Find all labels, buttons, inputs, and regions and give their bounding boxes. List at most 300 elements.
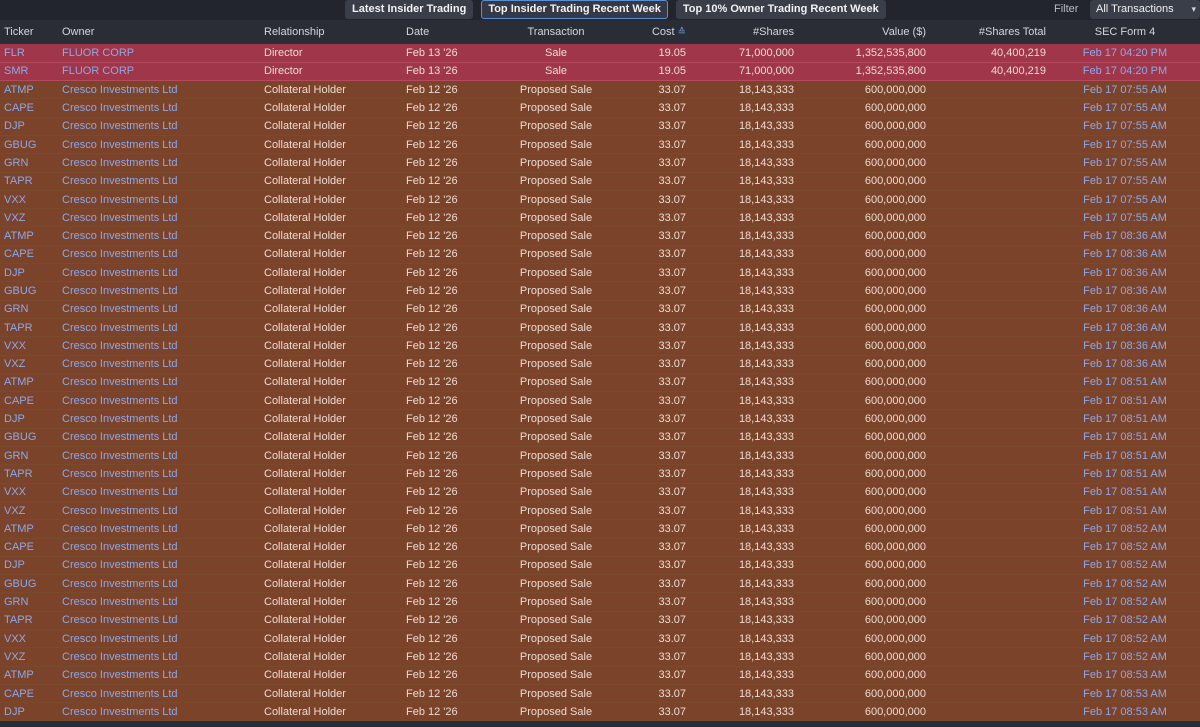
cell-ticker[interactable]: ATMP: [4, 83, 34, 96]
cell-cost: 33.07: [658, 632, 686, 645]
cell-shares-total: [930, 428, 1050, 446]
cell-transaction: Proposed Sale: [519, 522, 593, 535]
table-row[interactable]: [0, 648, 1200, 666]
table-row[interactable]: [0, 337, 1200, 355]
table-row[interactable]: [0, 209, 1200, 227]
cell-owner[interactable]: Cresco Investments Ltd: [62, 486, 178, 499]
cell-owner[interactable]: Cresco Investments Ltd: [62, 266, 178, 279]
table-row[interactable]: [0, 575, 1200, 593]
cell-shares: 18,143,333: [738, 102, 794, 115]
cell-relationship: Collateral Holder: [264, 248, 346, 261]
table-row[interactable]: [0, 684, 1200, 702]
cell-ticker[interactable]: VXZ: [4, 211, 26, 224]
cell-date: Feb 12 '26: [406, 449, 458, 462]
cell-ticker[interactable]: GBUG: [4, 138, 37, 151]
cell-sec-form-4[interactable]: Feb 17 08:51 AM: [1083, 413, 1167, 426]
cell-owner[interactable]: Cresco Investments Ltd: [62, 467, 178, 480]
table-row[interactable]: [0, 410, 1200, 428]
cell-relationship: Collateral Holder: [264, 102, 346, 115]
cell-owner[interactable]: Cresco Investments Ltd: [62, 358, 178, 371]
table-row[interactable]: [0, 501, 1200, 519]
cell-transaction: Proposed Sale: [519, 413, 593, 426]
cell-date: Feb 12 '26: [406, 303, 458, 316]
table-row[interactable]: [0, 355, 1200, 373]
column-header-sec-form-4[interactable]: SEC Form 4: [1094, 26, 1156, 38]
table-row[interactable]: [0, 117, 1200, 135]
cell-ticker[interactable]: CAPE: [4, 541, 34, 554]
insider-trading-table: [0, 20, 1200, 721]
cell-sec-form-4[interactable]: Feb 17 07:55 AM: [1083, 193, 1167, 206]
cell-shares: 18,143,333: [738, 303, 794, 316]
cell-sec-form-4[interactable]: Feb 17 04:20 PM: [1082, 46, 1168, 59]
cell-owner[interactable]: Cresco Investments Ltd: [62, 321, 178, 334]
cell-owner[interactable]: Cresco Investments Ltd: [62, 431, 178, 444]
cell-sec-form-4[interactable]: Feb 17 08:51 AM: [1083, 467, 1167, 480]
cell-relationship: Collateral Holder: [264, 632, 346, 645]
cell-shares: 18,143,333: [738, 705, 794, 718]
cell-ticker[interactable]: DJP: [4, 266, 25, 279]
cell-owner[interactable]: Cresco Investments Ltd: [62, 596, 178, 609]
column-header-cost-label: Cost: [651, 26, 675, 38]
table-row[interactable]: [0, 666, 1200, 684]
cell-shares-total: [930, 392, 1050, 410]
table-row[interactable]: [0, 611, 1200, 629]
cell-sec-form-4[interactable]: Feb 17 08:52 AM: [1083, 614, 1167, 627]
cell-shares: 18,143,333: [738, 596, 794, 609]
column-header-transaction[interactable]: Transaction: [527, 26, 585, 38]
cell-cost: 19.05: [658, 65, 686, 78]
cell-sec-form-4[interactable]: Feb 17 08:52 AM: [1083, 522, 1167, 535]
column-header-value[interactable]: Value ($): [882, 26, 926, 38]
cell-ticker[interactable]: VXZ: [4, 358, 26, 371]
cell-cost: 33.07: [658, 120, 686, 133]
cell-ticker[interactable]: GBUG: [4, 285, 37, 297]
cell-value: 600,000,000: [864, 449, 926, 462]
cell-owner[interactable]: Cresco Investments Ltd: [62, 632, 178, 645]
tab-top-insider-trading-recent-week[interactable]: Top Insider Trading Recent Week: [481, 0, 668, 19]
cell-value: 600,000,000: [864, 522, 926, 535]
cell-cost: 33.07: [658, 83, 686, 96]
cell-shares: 18,143,333: [738, 211, 794, 224]
cell-ticker[interactable]: VXX: [4, 632, 27, 645]
cell-date: Feb 12 '26: [406, 559, 458, 572]
cell-shares: 18,143,333: [738, 376, 794, 389]
table-row[interactable]: [0, 264, 1200, 282]
cell-sec-form-4[interactable]: Feb 17 08:52 AM: [1083, 596, 1167, 609]
cell-sec-form-4[interactable]: Feb 17 08:36 AM: [1083, 230, 1167, 243]
cell-sec-form-4[interactable]: Feb 17 07:55 AM: [1083, 138, 1167, 151]
cell-cost: 33.07: [658, 650, 686, 663]
table-row[interactable]: [0, 99, 1200, 117]
cell-date: Feb 12 '26: [406, 394, 458, 407]
cell-shares-total: [930, 520, 1050, 538]
cell-ticker[interactable]: DJP: [4, 705, 25, 718]
cell-transaction: Proposed Sale: [519, 83, 593, 96]
table-row[interactable]: [0, 318, 1200, 336]
cell-ticker[interactable]: GRN: [4, 303, 29, 316]
cell-shares: 18,143,333: [738, 230, 794, 243]
cell-owner[interactable]: FLUOR CORP: [62, 46, 135, 59]
cell-cost: 33.07: [658, 705, 686, 718]
tab-latest-insider-trading[interactable]: Latest Insider Trading: [345, 0, 473, 19]
cell-cost: 33.07: [658, 138, 686, 151]
cell-owner[interactable]: Cresco Investments Ltd: [62, 193, 178, 206]
cell-ticker[interactable]: ATMP: [4, 376, 34, 389]
cell-owner[interactable]: Cresco Investments Ltd: [62, 449, 178, 462]
cell-ticker[interactable]: SMR: [4, 65, 29, 78]
cell-ticker[interactable]: DJP: [4, 559, 25, 572]
cell-sec-form-4[interactable]: Feb 17 07:55 AM: [1083, 156, 1167, 169]
table-row[interactable]: [0, 300, 1200, 318]
column-header-shares[interactable]: #Shares: [753, 26, 794, 38]
table-row[interactable]: [0, 190, 1200, 208]
table-row[interactable]: [0, 282, 1200, 300]
cell-transaction: Proposed Sale: [519, 175, 593, 188]
cell-relationship: Collateral Holder: [264, 559, 346, 572]
cell-sec-form-4[interactable]: Feb 17 08:51 AM: [1083, 376, 1167, 389]
cell-owner[interactable]: FLUOR CORP: [62, 65, 135, 78]
cell-value: 600,000,000: [864, 504, 926, 517]
table-row[interactable]: [0, 520, 1200, 538]
cell-ticker[interactable]: TAPR: [4, 321, 33, 334]
cell-cost: 33.07: [658, 431, 686, 444]
cell-shares-total: [930, 300, 1050, 318]
cell-relationship: Collateral Holder: [264, 120, 346, 133]
cell-date: Feb 13 '26: [406, 46, 458, 59]
cell-sec-form-4[interactable]: Feb 17 08:51 AM: [1083, 449, 1167, 462]
cell-owner[interactable]: Cresco Investments Ltd: [62, 705, 178, 718]
cell-shares: 18,143,333: [738, 138, 794, 151]
cell-shares-total: [930, 135, 1050, 153]
cell-transaction: Sale: [544, 46, 568, 59]
cell-ticker[interactable]: ATMP: [4, 230, 34, 243]
cell-sec-form-4[interactable]: Feb 17 04:20 PM: [1082, 65, 1168, 78]
cell-ticker[interactable]: ATMP: [4, 669, 34, 682]
cell-sec-form-4[interactable]: Feb 17 08:36 AM: [1083, 303, 1167, 316]
cell-transaction: Proposed Sale: [519, 339, 593, 352]
cell-owner[interactable]: Cresco Investments Ltd: [62, 376, 178, 389]
cell-sec-form-4[interactable]: Feb 17 07:55 AM: [1083, 83, 1167, 96]
cell-transaction: Proposed Sale: [519, 211, 593, 224]
cell-owner[interactable]: Cresco Investments Ltd: [62, 175, 178, 188]
cell-relationship: Collateral Holder: [264, 504, 346, 517]
cell-owner[interactable]: Cresco Investments Ltd: [62, 413, 178, 426]
cell-sec-form-4[interactable]: Feb 17 08:53 AM: [1083, 687, 1167, 700]
cell-owner[interactable]: Cresco Investments Ltd: [62, 248, 178, 261]
cell-sec-form-4[interactable]: Feb 17 07:55 AM: [1083, 120, 1167, 133]
cell-sec-form-4[interactable]: Feb 17 08:53 AM: [1083, 705, 1167, 718]
cell-sec-form-4[interactable]: Feb 17 08:52 AM: [1083, 632, 1167, 645]
cell-sec-form-4[interactable]: Feb 17 08:52 AM: [1083, 559, 1167, 572]
table-row[interactable]: [0, 593, 1200, 611]
cell-value: 600,000,000: [864, 632, 926, 645]
cell-sec-form-4[interactable]: Feb 17 08:52 AM: [1083, 541, 1167, 554]
table-row[interactable]: [0, 538, 1200, 556]
column-header-ticker[interactable]: Ticker: [4, 26, 34, 38]
cell-sec-form-4[interactable]: Feb 17 08:51 AM: [1083, 394, 1167, 407]
chevron-down-icon: ▾: [1191, 4, 1196, 14]
cell-owner[interactable]: Cresco Investments Ltd: [62, 285, 178, 297]
cell-value: 600,000,000: [864, 687, 926, 700]
cell-shares-total: [930, 355, 1050, 373]
cell-date: Feb 12 '26: [406, 120, 458, 133]
cell-relationship: Collateral Holder: [264, 486, 346, 499]
cell-shares: 18,143,333: [738, 449, 794, 462]
cell-relationship: Director: [264, 65, 303, 78]
cell-owner[interactable]: Cresco Investments Ltd: [62, 394, 178, 407]
cell-owner[interactable]: Cresco Investments Ltd: [62, 559, 178, 572]
table-row[interactable]: [0, 245, 1200, 263]
cell-ticker[interactable]: GBUG: [4, 577, 37, 590]
cell-value: 600,000,000: [864, 211, 926, 224]
cell-ticker[interactable]: TAPR: [4, 175, 33, 188]
cell-value: 600,000,000: [864, 467, 926, 480]
table-row[interactable]: [0, 703, 1200, 721]
cell-cost: 33.07: [658, 211, 686, 224]
cell-cost: 33.07: [658, 449, 686, 462]
cell-owner[interactable]: Cresco Investments Ltd: [62, 339, 178, 352]
cell-shares-total: [930, 501, 1050, 519]
cell-ticker[interactable]: TAPR: [4, 467, 33, 480]
cell-ticker[interactable]: GRN: [4, 156, 29, 169]
cell-relationship: Collateral Holder: [264, 467, 346, 480]
cell-ticker[interactable]: CAPE: [4, 687, 34, 700]
cell-relationship: Collateral Holder: [264, 522, 346, 535]
table-row[interactable]: [0, 154, 1200, 172]
column-header-relationship[interactable]: Relationship: [264, 26, 325, 38]
cell-owner[interactable]: Cresco Investments Ltd: [62, 650, 178, 663]
cell-value: 1,352,535,800: [855, 46, 926, 59]
cell-transaction: Proposed Sale: [519, 156, 593, 169]
column-header-shares-total[interactable]: #Shares Total: [978, 26, 1046, 38]
column-header-owner[interactable]: Owner: [62, 26, 95, 38]
cell-date: Feb 12 '26: [406, 211, 458, 224]
cell-cost: 33.07: [658, 504, 686, 517]
cell-relationship: Collateral Holder: [264, 193, 346, 206]
cell-sec-form-4[interactable]: Feb 17 08:52 AM: [1083, 650, 1167, 663]
table-row[interactable]: [0, 62, 1200, 80]
cell-value: 600,000,000: [864, 175, 926, 188]
sort-icon: ≙: [677, 27, 686, 38]
table-row[interactable]: [0, 392, 1200, 410]
cell-shares-total: [930, 447, 1050, 465]
cell-transaction: Proposed Sale: [519, 285, 593, 297]
cell-shares-total: [930, 172, 1050, 190]
cell-shares: 18,143,333: [738, 83, 794, 96]
cell-value: 600,000,000: [864, 303, 926, 316]
table-row[interactable]: [0, 135, 1200, 153]
cell-value: 600,000,000: [864, 559, 926, 572]
cell-owner[interactable]: Cresco Investments Ltd: [62, 504, 178, 517]
cell-date: Feb 12 '26: [406, 376, 458, 389]
cell-ticker[interactable]: CAPE: [4, 394, 34, 407]
cell-sec-form-4[interactable]: Feb 17 08:51 AM: [1083, 431, 1167, 444]
cell-shares: 18,143,333: [738, 431, 794, 444]
cell-shares-total: 40,400,219: [990, 65, 1046, 78]
cell-sec-form-4[interactable]: Feb 17 08:51 AM: [1083, 504, 1167, 517]
column-header-date[interactable]: Date: [406, 26, 430, 38]
cell-shares-total: 40,400,219: [990, 46, 1046, 59]
cell-ticker[interactable]: VXX: [4, 339, 27, 352]
cell-transaction: Proposed Sale: [519, 120, 593, 133]
cell-cost: 33.07: [658, 175, 686, 188]
cell-date: Feb 12 '26: [406, 358, 458, 371]
cell-ticker[interactable]: VXZ: [4, 504, 26, 517]
cell-cost: 33.07: [658, 303, 686, 316]
cell-sec-form-4[interactable]: Feb 17 07:55 AM: [1083, 175, 1167, 188]
cell-sec-form-4[interactable]: Feb 17 07:55 AM: [1083, 102, 1167, 115]
cell-ticker[interactable]: VXX: [4, 486, 27, 499]
cell-shares-total: [930, 117, 1050, 135]
table-row[interactable]: [0, 483, 1200, 501]
table-row[interactable]: [0, 44, 1200, 62]
table-body: [0, 44, 1200, 721]
cell-transaction: Proposed Sale: [519, 669, 593, 682]
cell-relationship: Collateral Holder: [264, 614, 346, 627]
cell-ticker[interactable]: FLR: [4, 46, 25, 59]
cell-cost: 33.07: [658, 596, 686, 609]
table-row[interactable]: [0, 172, 1200, 190]
filter-select[interactable]: [1090, 0, 1200, 19]
cell-transaction: Proposed Sale: [519, 650, 593, 663]
cell-cost: 33.07: [658, 156, 686, 169]
cell-shares: 18,143,333: [738, 175, 794, 188]
cell-sec-form-4[interactable]: Feb 17 08:36 AM: [1083, 285, 1167, 297]
cell-cost: 33.07: [658, 467, 686, 480]
cell-transaction: Proposed Sale: [519, 376, 593, 389]
cell-value: 600,000,000: [864, 248, 926, 261]
cell-transaction: Proposed Sale: [519, 705, 593, 718]
cell-owner[interactable]: Cresco Investments Ltd: [62, 541, 178, 554]
cell-value: 600,000,000: [864, 230, 926, 243]
cell-shares: 18,143,333: [738, 120, 794, 133]
cell-shares-total: [930, 99, 1050, 117]
cell-relationship: Collateral Holder: [264, 321, 346, 334]
cell-sec-form-4[interactable]: Feb 17 08:36 AM: [1083, 339, 1167, 352]
cell-ticker[interactable]: TAPR: [4, 614, 33, 627]
cell-value: 600,000,000: [864, 413, 926, 426]
table-row[interactable]: [0, 465, 1200, 483]
cell-owner[interactable]: Cresco Investments Ltd: [62, 614, 178, 627]
cell-owner[interactable]: Cresco Investments Ltd: [62, 522, 178, 535]
cell-shares-total: [930, 190, 1050, 208]
tab-top-10-owner-trading-recent-week[interactable]: Top 10% Owner Trading Recent Week: [676, 0, 886, 19]
cell-relationship: Collateral Holder: [264, 339, 346, 352]
cell-date: Feb 12 '26: [406, 138, 458, 151]
cell-owner[interactable]: Cresco Investments Ltd: [62, 102, 178, 115]
cell-transaction: Proposed Sale: [519, 449, 593, 462]
cell-cost: 33.07: [658, 394, 686, 407]
cell-date: Feb 12 '26: [406, 230, 458, 243]
cell-relationship: Collateral Holder: [264, 687, 346, 700]
cell-sec-form-4[interactable]: Feb 17 08:51 AM: [1083, 486, 1167, 499]
cell-transaction: Proposed Sale: [519, 596, 593, 609]
cell-cost: 33.07: [658, 193, 686, 206]
cell-shares: 18,143,333: [738, 504, 794, 517]
cell-relationship: Collateral Holder: [264, 376, 346, 389]
cell-owner[interactable]: Cresco Investments Ltd: [62, 230, 178, 243]
cell-sec-form-4[interactable]: Feb 17 08:36 AM: [1083, 266, 1167, 279]
cell-relationship: Collateral Holder: [264, 138, 346, 151]
cell-ticker[interactable]: ATMP: [4, 522, 34, 535]
cell-sec-form-4[interactable]: Feb 17 07:55 AM: [1083, 211, 1167, 224]
table-row[interactable]: [0, 81, 1200, 99]
cell-ticker[interactable]: GRN: [4, 449, 29, 462]
cell-transaction: Proposed Sale: [519, 559, 593, 572]
cell-ticker[interactable]: CAPE: [4, 248, 34, 261]
table-row[interactable]: [0, 556, 1200, 574]
cell-owner[interactable]: Cresco Investments Ltd: [62, 120, 178, 133]
cell-shares-total: [930, 630, 1050, 648]
cell-shares: 18,143,333: [738, 486, 794, 499]
cell-owner[interactable]: Cresco Investments Ltd: [62, 138, 178, 151]
cell-owner[interactable]: Cresco Investments Ltd: [62, 156, 178, 169]
cell-value: 600,000,000: [864, 358, 926, 371]
table-row[interactable]: [0, 227, 1200, 245]
cell-ticker[interactable]: CAPE: [4, 102, 34, 115]
cell-ticker[interactable]: VXX: [4, 193, 27, 206]
cell-value: 600,000,000: [864, 266, 926, 279]
cell-value: 600,000,000: [864, 431, 926, 444]
cell-cost: 19.05: [658, 46, 686, 59]
table-row[interactable]: [0, 373, 1200, 391]
cell-sec-form-4[interactable]: Feb 17 08:52 AM: [1083, 577, 1167, 590]
cell-shares: 18,143,333: [738, 156, 794, 169]
cell-ticker[interactable]: DJP: [4, 120, 25, 133]
cell-owner[interactable]: Cresco Investments Ltd: [62, 577, 178, 590]
cell-relationship: Collateral Holder: [264, 705, 346, 718]
cell-shares: 18,143,333: [738, 614, 794, 627]
column-header-cost[interactable]: [626, 20, 690, 44]
cell-sec-form-4[interactable]: Feb 17 08:36 AM: [1083, 321, 1167, 334]
cell-date: Feb 12 '26: [406, 413, 458, 426]
cell-shares: 18,143,333: [738, 577, 794, 590]
cell-shares: 18,143,333: [738, 541, 794, 554]
cell-owner[interactable]: Cresco Investments Ltd: [62, 669, 178, 682]
cell-cost: 33.07: [658, 541, 686, 554]
cell-relationship: Collateral Holder: [264, 211, 346, 224]
cell-ticker[interactable]: GRN: [4, 596, 29, 609]
cell-value: 600,000,000: [864, 285, 926, 297]
cell-shares: 18,143,333: [738, 522, 794, 535]
cell-value: 600,000,000: [864, 83, 926, 96]
cell-owner[interactable]: Cresco Investments Ltd: [62, 211, 178, 224]
cell-value: 600,000,000: [864, 650, 926, 663]
cell-transaction: Proposed Sale: [519, 504, 593, 517]
cell-date: Feb 12 '26: [406, 83, 458, 96]
table-row[interactable]: [0, 630, 1200, 648]
cell-transaction: Sale: [544, 65, 568, 78]
table-row[interactable]: [0, 447, 1200, 465]
cell-owner[interactable]: Cresco Investments Ltd: [62, 687, 178, 700]
cell-relationship: Collateral Holder: [264, 156, 346, 169]
table-row[interactable]: [0, 428, 1200, 446]
cell-owner[interactable]: Cresco Investments Ltd: [62, 83, 178, 96]
cell-shares: 18,143,333: [738, 394, 794, 407]
cell-value: 600,000,000: [864, 577, 926, 590]
cell-sec-form-4[interactable]: Feb 17 08:36 AM: [1083, 248, 1167, 261]
cell-ticker[interactable]: DJP: [4, 413, 25, 426]
cell-date: Feb 12 '26: [406, 248, 458, 261]
cell-relationship: Collateral Holder: [264, 650, 346, 663]
cell-transaction: Proposed Sale: [519, 541, 593, 554]
cell-sec-form-4[interactable]: Feb 17 08:53 AM: [1083, 669, 1167, 682]
cell-ticker[interactable]: GBUG: [4, 431, 37, 444]
cell-owner[interactable]: Cresco Investments Ltd: [62, 303, 178, 316]
cell-ticker[interactable]: VXZ: [4, 650, 26, 663]
cell-shares: 18,143,333: [738, 248, 794, 261]
cell-sec-form-4[interactable]: Feb 17 08:36 AM: [1083, 358, 1167, 371]
